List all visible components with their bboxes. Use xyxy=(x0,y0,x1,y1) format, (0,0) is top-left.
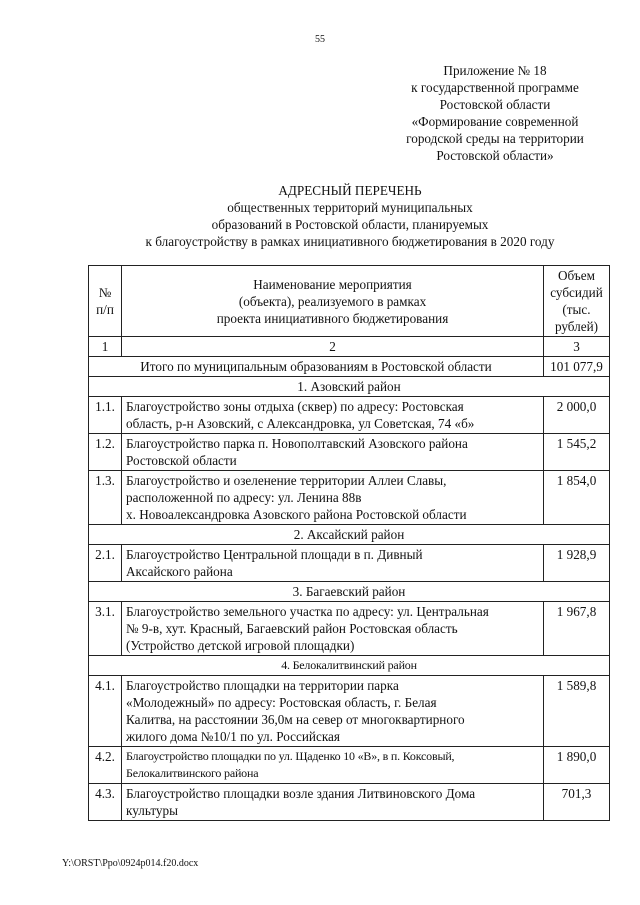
table-header-row xyxy=(89,266,610,337)
appendix-line: к государственной программе xyxy=(411,80,579,95)
row-name-line: жилого дома №10/1 по ул. Российская xyxy=(126,729,340,744)
row-name xyxy=(122,471,544,525)
table-row xyxy=(89,676,610,747)
title-line: образований в Ростовской области, планируемых xyxy=(211,217,489,232)
header-line: п/п xyxy=(96,302,114,317)
section-title: 1. Азовский район xyxy=(89,377,610,397)
row-value: 2 000,0 xyxy=(544,397,610,434)
file-path-footer: Y:\ORST\Ppo\0924p014.f20.docx xyxy=(62,858,199,869)
row-name xyxy=(122,784,544,821)
section-row xyxy=(89,525,610,545)
row-name-line: «Молодежный» по адресу: Ростовская область, г. Белая xyxy=(126,695,437,710)
header-line: Объем xyxy=(558,268,595,283)
title-line: к благоустройству в рамках инициативного бюджетирования в 2020 году xyxy=(145,234,555,249)
header-num xyxy=(89,266,122,337)
header-line: № xyxy=(98,285,112,300)
row-name-line: Благоустройство зоны отдыха (сквер) по адресу: Ростовская xyxy=(126,399,464,414)
row-number: 1.1. xyxy=(89,397,122,434)
table-row xyxy=(89,397,610,434)
row-number: 1.3. xyxy=(89,471,122,525)
section-title: 2. Аксайский район xyxy=(89,525,610,545)
row-name-line: Ростовской области xyxy=(126,453,237,468)
row-name-line: (Устройство детской игровой площадки) xyxy=(126,638,355,653)
row-name-line: Аксайского района xyxy=(126,564,233,579)
appendix-line: «Формирование современной xyxy=(411,114,579,129)
row-value: 1 967,8 xyxy=(544,602,610,656)
table-row xyxy=(89,434,610,471)
row-name-line: х. Новоалександровка Азовского района Ростовской области xyxy=(126,507,467,522)
row-value: 1 890,0 xyxy=(544,747,610,784)
row-number: 3.1. xyxy=(89,602,122,656)
row-value: 1 854,0 xyxy=(544,471,610,525)
header-line: рублей) xyxy=(554,319,599,334)
header-line: Наименование мероприятия xyxy=(253,276,412,292)
row-name xyxy=(122,602,544,656)
row-value: 1 545,2 xyxy=(544,434,610,471)
column-number: 2 xyxy=(122,337,544,357)
section-row xyxy=(89,656,610,676)
row-number: 2.1. xyxy=(89,545,122,582)
row-name-line: расположенной по адресу: ул. Ленина 88в xyxy=(126,490,362,505)
row-name-line: Благоустройство земельного участка по адресу: ул. Центральная xyxy=(126,604,489,619)
column-number: 3 xyxy=(544,337,610,357)
row-name-line: Белокалитвинского района xyxy=(126,766,259,780)
total-label: Итого по муниципальным образованиям в Ростовской области xyxy=(89,357,544,377)
row-value: 701,3 xyxy=(544,784,610,821)
title-heading: АДРЕСНЫЙ ПЕРЕЧЕНЬ xyxy=(278,183,422,198)
section-title: 4. Белокалитвинский район xyxy=(89,656,610,676)
table-row xyxy=(89,784,610,821)
column-number: 1 xyxy=(89,337,122,357)
row-name-line: область, р-н Азовский, с Александровка, ул Советская, 74 «б» xyxy=(126,416,475,431)
table-row xyxy=(89,602,610,656)
header-line: субсидий xyxy=(550,285,603,300)
appendix-line: городской среды на территории xyxy=(406,131,584,146)
header-value xyxy=(544,266,610,337)
column-number-row xyxy=(89,337,610,357)
table-row xyxy=(89,471,610,525)
row-value: 1 928,9 xyxy=(544,545,610,582)
appendix-note xyxy=(388,62,602,164)
row-name-line: Благоустройство площадки возле здания Литвиновского Дома xyxy=(126,786,476,801)
row-name xyxy=(122,747,544,784)
row-name xyxy=(122,676,544,747)
page-number: 55 xyxy=(315,34,325,45)
row-number: 4.3. xyxy=(89,784,122,821)
section-title: 3. Багаевский район xyxy=(89,582,610,602)
row-name xyxy=(122,434,544,471)
row-number: 1.2. xyxy=(89,434,122,471)
row-name-line: Благоустройство Центральной площади в п. Дивный xyxy=(126,547,423,562)
header-name xyxy=(122,266,544,337)
address-list-table xyxy=(88,265,610,821)
table-row xyxy=(89,545,610,582)
document-title xyxy=(70,182,630,250)
row-name xyxy=(122,545,544,582)
total-value: 101 077,9 xyxy=(544,357,610,377)
table-row xyxy=(89,747,610,784)
row-name-line: Благоустройство и озеленение территории Аллеи Славы, xyxy=(126,473,447,488)
row-name-line: № 9-в, хут. Красный, Багаевский район Ростовская область xyxy=(126,621,458,636)
section-row xyxy=(89,582,610,602)
row-name-line: Благоустройство площадки на территории парка xyxy=(126,678,399,693)
row-name-line: Калитва, на расстоянии 36,0м на север от многоквартирного xyxy=(126,712,465,727)
appendix-line: Приложение № 18 xyxy=(443,63,547,78)
row-number: 4.1. xyxy=(89,676,122,747)
row-name-line: Благоустройство площадки по ул. Щаденко 10 «В», в п. Коксовый, xyxy=(126,749,455,763)
title-line: общественных территорий муниципальных xyxy=(227,200,473,215)
row-name-line: культуры xyxy=(126,803,178,818)
total-row xyxy=(89,357,610,377)
row-name xyxy=(122,397,544,434)
row-name-line: Благоустройство парка п. Новополтавский Азовского района xyxy=(126,436,468,451)
header-line: проекта инициативного бюджетирования xyxy=(216,310,449,326)
header-line: (тыс. xyxy=(562,302,591,317)
section-row xyxy=(89,377,610,397)
appendix-line: Ростовской области» xyxy=(436,148,554,163)
header-line: (объекта), реализуемого в рамках xyxy=(238,293,427,309)
appendix-line: Ростовской области xyxy=(439,97,551,112)
row-number: 4.2. xyxy=(89,747,122,784)
row-value: 1 589,8 xyxy=(544,676,610,747)
